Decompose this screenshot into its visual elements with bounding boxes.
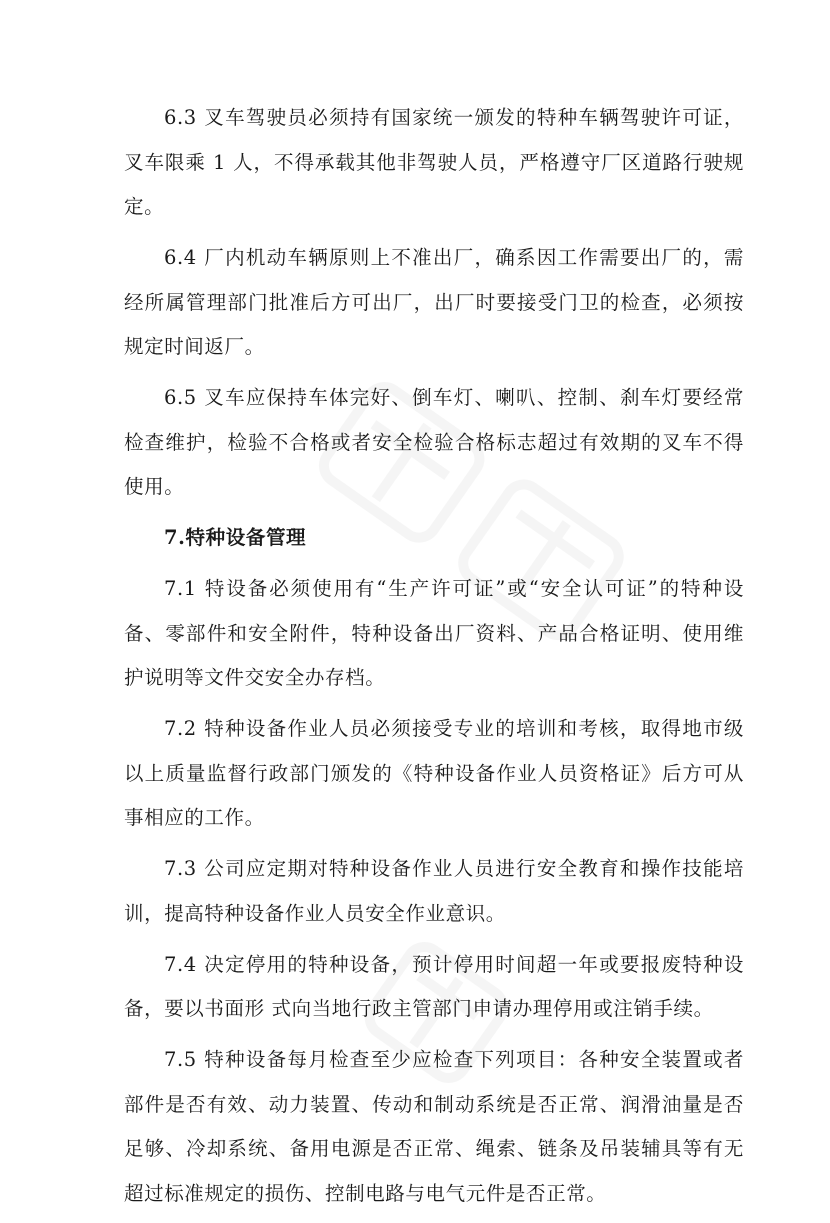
- section-heading-7: 7.特种设备管理: [164, 526, 307, 549]
- paragraph-7-2: 7.2 特种设备作业人员必须接受专业的培训和考核，取得地市级以上质量监督行政部门颁发的《特种设备作业人员资格证》后方可从事相应的工作。: [124, 717, 744, 829]
- paragraph-6-4: 6.4 厂内机动车辆原则上不准出厂，确系因工作需要出厂的，需经所属管理部门批准后方可出厂，出厂时要接受门卫的检查，必须按规定时间返厂。: [124, 246, 744, 358]
- paragraph-7-5: 7.5 特种设备每月检查至少应检查下列项目：各种安全装置或者部件是否有效、动力装置、传动和制动系统是否正常、润滑油量是否足够、冷却系统、备用电源是否正常、绳索、链条及吊装辅具等有无超过标准规定的损伤、控制电路与电气元件是否正常。: [124, 1048, 744, 1205]
- paragraph-7-3: 7.3 公司应定期对特种设备作业人员进行安全教育和操作技能培训，提高特种设备作业人员安全作业意识。: [124, 857, 744, 925]
- document-body: [124, 96, 744, 1223]
- paragraph-7-1: 7.1 特设备必须使用有“生产许可证”或“安全认可证”的特种设备、零部件和安全附件，特种设备出厂资料、产品合格证明、使用维护说明等文件交安全办存档。: [124, 577, 744, 689]
- paragraph-6-3: 6.3 叉车驾驶员必须持有国家统一颁发的特种车辆驾驶许可证，叉车限乘 1 人，不得承载其他非驾驶人员，严格遵守厂区道路行驶规定。: [124, 106, 744, 218]
- paragraph-7-4: 7.4 决定停用的特种设备，预计停用时间超一年或要报废特种设备，要以书面形 式向当地行政主管部门申请办理停用或注销手续。: [124, 952, 744, 1020]
- paragraph-6-5: 6.5 叉车应保持车体完好、倒车灯、喇叭、控制、刹车灯要经常检查维护，检验不合格或者安全检验合格标志超过有效期的叉车不得使用。: [124, 386, 744, 498]
